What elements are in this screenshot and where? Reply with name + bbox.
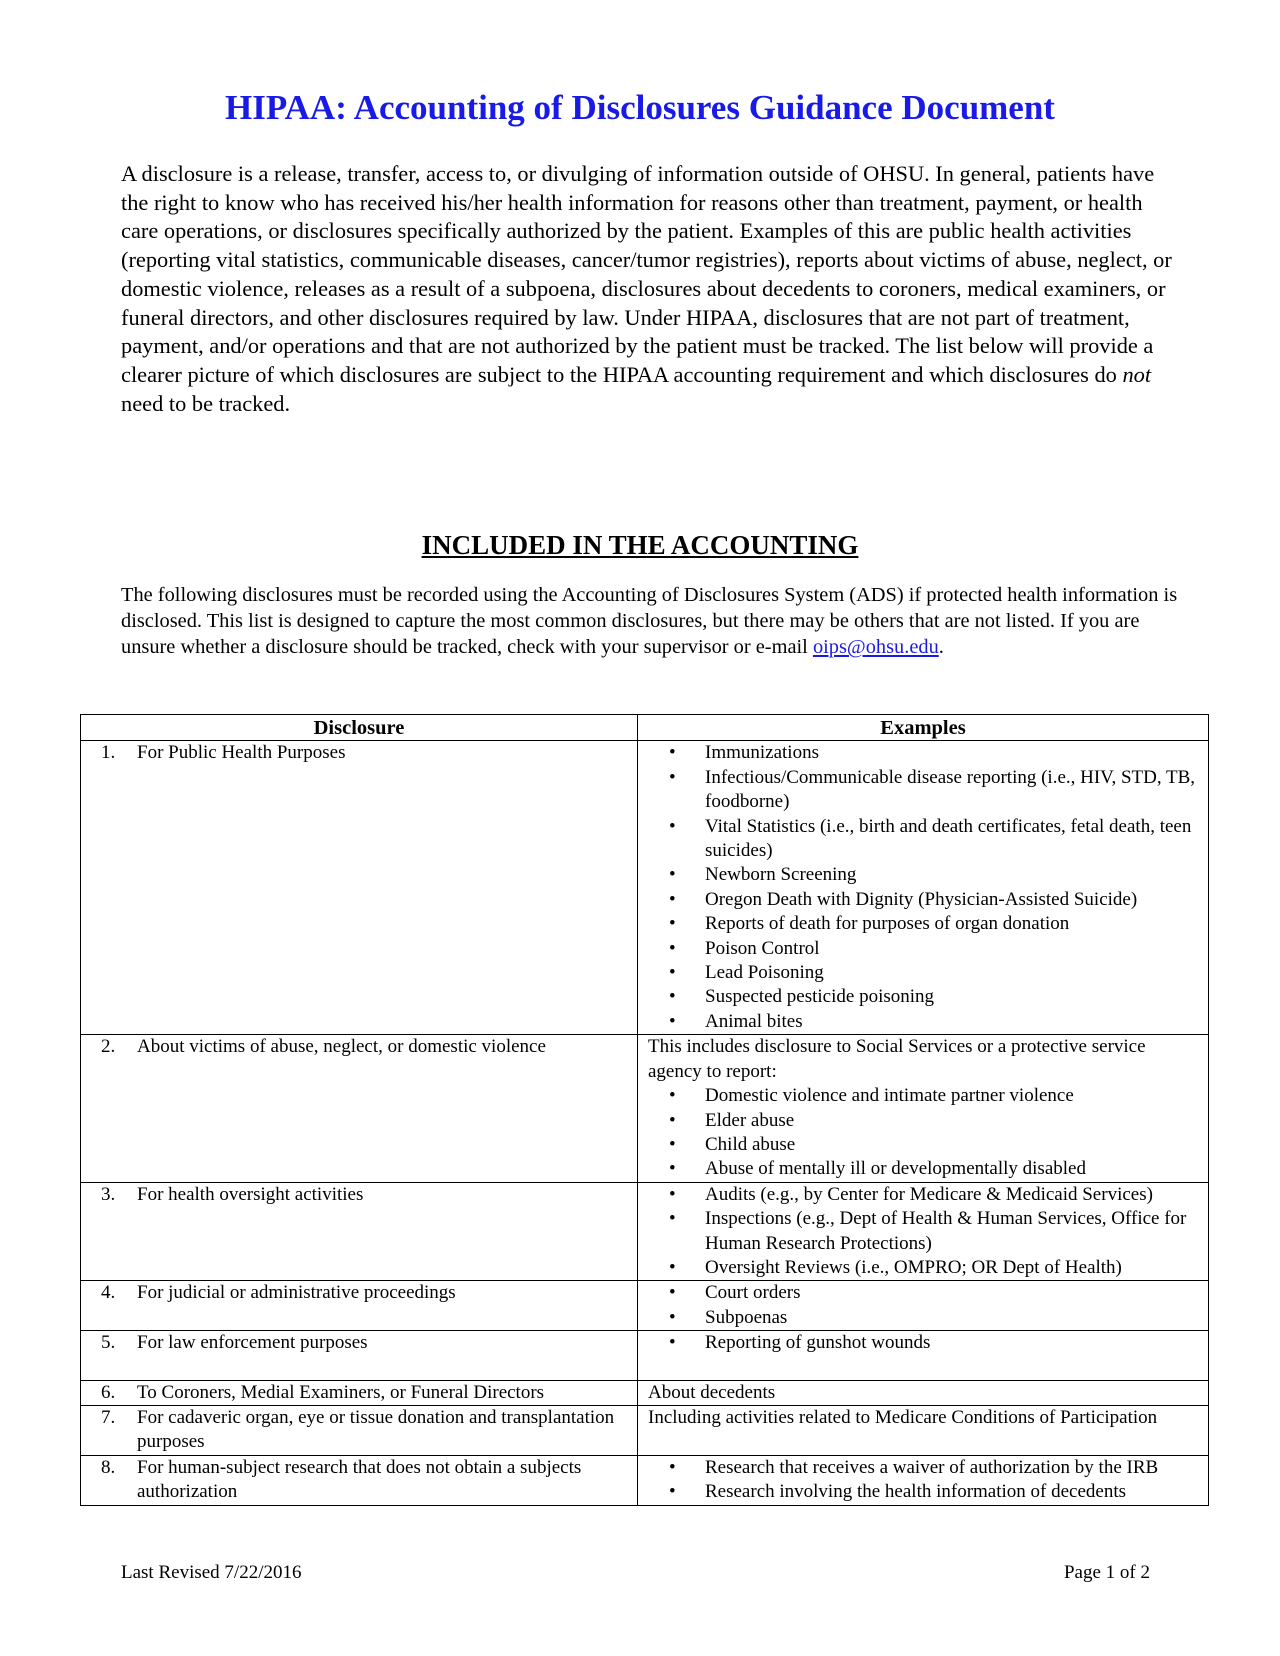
- disclosure-number: 2.: [101, 1036, 116, 1058]
- example-item: • Oversight Reviews (i.e., OMPRO; OR Dept of Health): [648, 1256, 1198, 1280]
- footer-page-number: Page 1 of 2: [1063, 1562, 1150, 1583]
- example-item: • Reports of death for purposes of organ donation: [648, 912, 1198, 936]
- disclosure-number: 6.: [101, 1381, 116, 1403]
- example-item: • Suspected pesticide poisoning: [648, 985, 1198, 1009]
- examples-list: [648, 1084, 1198, 1182]
- examples-cell: [638, 1331, 1209, 1380]
- examples-list: [648, 1331, 1198, 1355]
- section-intro-paragraph: [121, 582, 1181, 660]
- examples-intro: About decedents: [648, 1381, 776, 1403]
- disclosure-item: [91, 1183, 627, 1207]
- examples-list: [648, 1281, 1198, 1330]
- disclosure-cell: [81, 741, 638, 1035]
- disclosure-number: 4.: [101, 1282, 116, 1304]
- table-row: [81, 1380, 1209, 1405]
- table-row: [81, 1035, 1209, 1182]
- example-item: • Reporting of gunshot wounds: [648, 1331, 1198, 1355]
- disclosure-text: For law enforcement purposes: [137, 1332, 368, 1354]
- section-intro-text: The following disclosures must be recorded using the Accounting of Disclosures System (ADS) if protected health information is disclosed. This list is designed to capture the most common disclosures, but there may be others that are not listed. If you are unsure whether a disclosure should be tracked, check with your supervisor or e-mail: [121, 584, 1178, 658]
- email-link[interactable]: oips@ohsu.edu: [812, 636, 939, 658]
- disclosure-number: 8.: [101, 1456, 116, 1478]
- disclosure-number: 3.: [101, 1183, 116, 1205]
- intro-emphasis: not: [1122, 361, 1152, 387]
- example-item: • Poison Control: [648, 937, 1198, 961]
- header-examples: Examples: [638, 715, 1209, 741]
- examples-cell: [638, 1182, 1209, 1281]
- examples-cell: [638, 1035, 1209, 1182]
- disclosure-text: For human-subject research that does not obtain a subjects authorization: [137, 1456, 582, 1503]
- intro-text: A disclosure is a release, transfer, access to, or divulging of information outside of OHSU. In general, patients have the right to know who has received his/her health information for reasons other than treatment, payment, or health care operations, or disclosures specifically authorized by the patient. Examples of this are public health activities (reporting vital statistics, communicable diseases, cancer/tumor registries), reports about victims of abuse, neglect, or domestic violence, releases as a result of a subpoena, disclosures about decedents to coroners, medical examiners, or funeral directors, and other disclosures required by law. Under HIPAA, disclosures that are not part of treatment, payment, and/or operations and that are not authorized by the patient must be tracked. The list below will provide a clearer picture of which disclosures are subject to the HIPAA accounting requirement and which disclosures do: [121, 161, 1172, 387]
- disclosure-cell: [81, 1281, 638, 1331]
- disclosure-text: For health oversight activities: [137, 1183, 364, 1205]
- disclosure-cell: [81, 1380, 638, 1405]
- example-item: • Court orders: [648, 1281, 1198, 1305]
- disclosure-cell: [81, 1405, 638, 1455]
- disclosure-text: For cadaveric organ, eye or tissue donation and transplantation purposes: [137, 1406, 615, 1453]
- example-item: • Animal bites: [648, 1010, 1198, 1034]
- disclosure-item: [91, 1035, 627, 1059]
- disclosure-number: 1.: [101, 742, 116, 764]
- example-item: • Immunizations: [648, 741, 1198, 765]
- document-title: HIPAA: Accounting of Disclosures Guidance Document: [225, 88, 1055, 127]
- example-item: • Domestic violence and intimate partner violence: [648, 1084, 1198, 1108]
- examples-cell: [638, 1281, 1209, 1331]
- disclosure-cell: [81, 1331, 638, 1380]
- disclosure-number: 5.: [101, 1332, 116, 1354]
- example-item: • Lead Poisoning: [648, 961, 1198, 985]
- example-item: • Research that receives a waiver of authorization by the IRB: [648, 1456, 1198, 1480]
- table-row: [81, 1455, 1209, 1505]
- section-heading: INCLUDED IN THE ACCOUNTING: [421, 530, 859, 560]
- intro-text-end: need to be tracked.: [121, 390, 291, 416]
- examples-intro: Including activities related to Medicare Conditions of Participation: [648, 1406, 1158, 1428]
- example-item: • Infectious/Communicable disease reporting (i.e., HIV, STD, TB, foodborne): [648, 766, 1198, 815]
- example-item: • Abuse of mentally ill or developmentally disabled: [648, 1157, 1198, 1181]
- examples-list: [648, 1183, 1198, 1281]
- footer-last-revised: Last Revised 7/22/2016: [121, 1562, 302, 1583]
- table-row: [81, 1182, 1209, 1281]
- examples-cell: [638, 1380, 1209, 1405]
- example-item: • Subpoenas: [648, 1306, 1198, 1330]
- disclosure-cell: [81, 1455, 638, 1505]
- table-row: [81, 1331, 1209, 1380]
- table-row: [81, 1405, 1209, 1455]
- disclosure-text: To Coroners, Medial Examiners, or Funeral Directors: [137, 1381, 545, 1403]
- example-item: • Elder abuse: [648, 1109, 1198, 1133]
- disclosure-cell: [81, 1035, 638, 1182]
- table-row: [81, 741, 1209, 1035]
- disclosure-item: [91, 1456, 627, 1505]
- disclosure-item: [91, 741, 627, 765]
- examples-cell: [638, 741, 1209, 1035]
- disclosure-cell: [81, 1182, 638, 1281]
- examples-list: [648, 741, 1198, 1034]
- example-item: • Oregon Death with Dignity (Physician-Assisted Suicide): [648, 888, 1198, 912]
- disclosure-item: [91, 1406, 627, 1455]
- example-item: • Research involving the health information of decedents: [648, 1480, 1198, 1504]
- disclosure-text: For Public Health Purposes: [137, 742, 346, 764]
- disclosure-item: [91, 1281, 627, 1305]
- example-item: • Vital Statistics (i.e., birth and death certificates, fetal death, teen suicides): [648, 815, 1198, 864]
- disclosure-text: For judicial or administrative proceedings: [137, 1282, 456, 1304]
- table-body: [81, 741, 1209, 1505]
- intro-paragraph: [121, 160, 1181, 418]
- examples-intro: This includes disclosure to Social Services or a protective service agency to report:: [648, 1036, 1146, 1082]
- example-item: • Child abuse: [648, 1133, 1198, 1157]
- table-header-row: [81, 715, 1209, 741]
- examples-cell: [638, 1405, 1209, 1455]
- section-intro-period: .: [938, 636, 944, 658]
- disclosure-number: 7.: [101, 1406, 116, 1428]
- example-item: • Newborn Screening: [648, 863, 1198, 887]
- examples-list: [648, 1456, 1198, 1505]
- disclosure-item: [91, 1331, 627, 1355]
- disclosures-table: [80, 714, 1209, 1506]
- disclosure-item: [91, 1381, 627, 1405]
- example-item: • Audits (e.g., by Center for Medicare & Medicaid Services): [648, 1183, 1198, 1207]
- header-disclosure: Disclosure: [81, 715, 638, 741]
- example-item: • Inspections (e.g., Dept of Health & Human Services, Office for Human Research Protections): [648, 1207, 1198, 1256]
- disclosure-text: About victims of abuse, neglect, or domestic violence: [137, 1036, 546, 1058]
- examples-cell: [638, 1455, 1209, 1505]
- table-row: [81, 1281, 1209, 1331]
